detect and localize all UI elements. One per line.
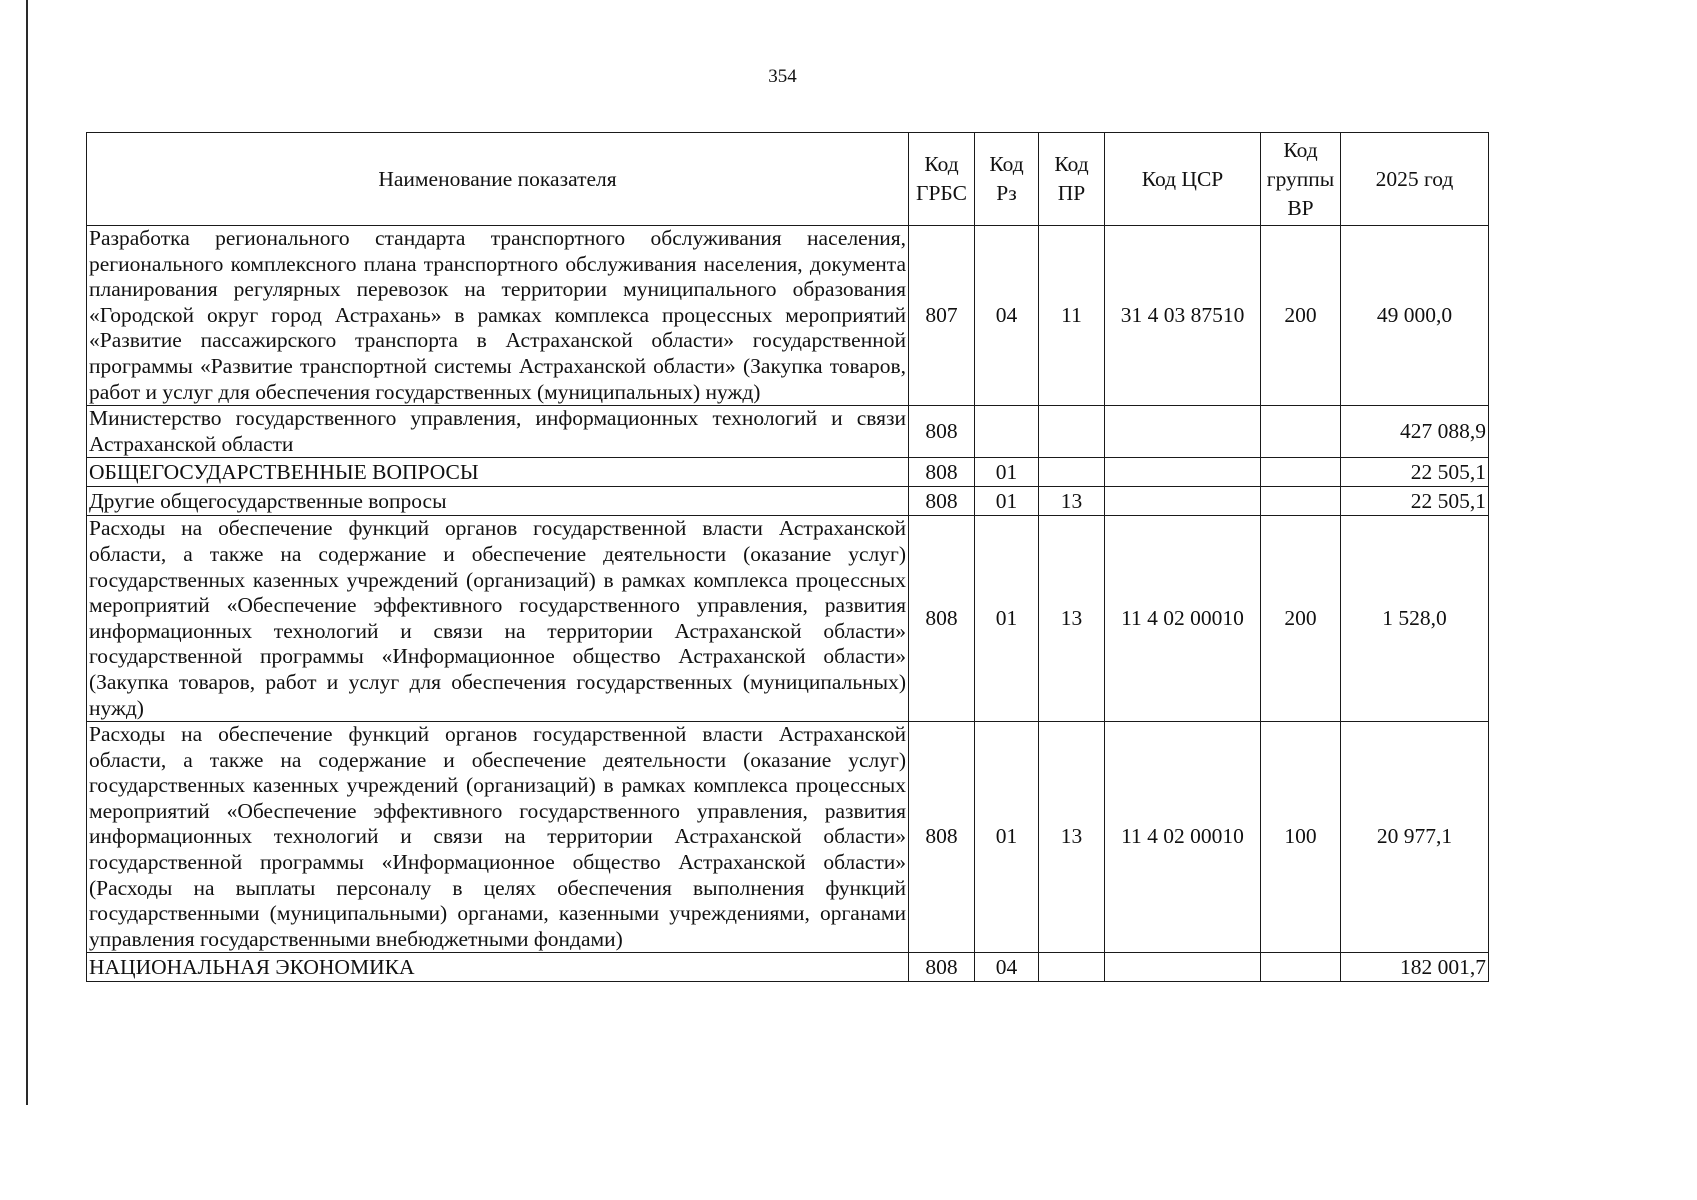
row-rz (975, 406, 1039, 458)
row-amount: 427 088,9 (1341, 406, 1489, 458)
row-csr (1105, 406, 1261, 458)
row-rz: 01 (975, 516, 1039, 722)
table-row (87, 458, 1489, 487)
header-vr: Код группы ВР (1261, 133, 1341, 226)
header-pr: Код ПР (1039, 133, 1105, 226)
row-grbs: 807 (909, 226, 975, 406)
header-grbs: Код ГРБС (909, 133, 975, 226)
row-grbs: 808 (909, 487, 975, 516)
row-rz: 04 (975, 953, 1039, 982)
row-pr: 13 (1039, 516, 1105, 722)
row-pr (1039, 953, 1105, 982)
table-row (87, 487, 1489, 516)
budget-table (86, 132, 1489, 982)
row-name: ОБЩЕГОСУДАРСТВЕННЫЕ ВОПРОСЫ (87, 458, 909, 487)
row-vr (1261, 458, 1341, 487)
row-grbs: 808 (909, 458, 975, 487)
header-name: Наименование показателя (87, 133, 909, 226)
row-amount: 1 528,0 (1341, 516, 1489, 722)
table-row (87, 406, 1489, 458)
row-csr: 31 4 03 87510 (1105, 226, 1261, 406)
header-rz: Код Рз (975, 133, 1039, 226)
row-amount: 22 505,1 (1341, 487, 1489, 516)
row-grbs: 808 (909, 953, 975, 982)
row-pr: 13 (1039, 722, 1105, 953)
header-year: 2025 год (1341, 133, 1489, 226)
scan-edge-line (26, 0, 28, 1105)
row-vr (1261, 487, 1341, 516)
table-row (87, 516, 1489, 722)
row-vr: 200 (1261, 516, 1341, 722)
row-vr (1261, 953, 1341, 982)
header-csr: Код ЦСР (1105, 133, 1261, 226)
row-csr (1105, 487, 1261, 516)
row-amount: 22 505,1 (1341, 458, 1489, 487)
row-rz: 01 (975, 487, 1039, 516)
row-pr (1039, 406, 1105, 458)
row-name: НАЦИОНАЛЬНАЯ ЭКОНОМИКА (87, 953, 909, 982)
row-name: Министерство государственного управления, информационных технологий и связи Астраханской области (87, 406, 909, 458)
row-amount: 20 977,1 (1341, 722, 1489, 953)
table-row (87, 953, 1489, 982)
row-grbs: 808 (909, 516, 975, 722)
row-csr: 11 4 02 00010 (1105, 722, 1261, 953)
row-csr: 11 4 02 00010 (1105, 516, 1261, 722)
row-rz: 01 (975, 458, 1039, 487)
row-csr (1105, 953, 1261, 982)
row-amount: 49 000,0 (1341, 226, 1489, 406)
table-row (87, 722, 1489, 953)
row-rz: 01 (975, 722, 1039, 953)
row-pr (1039, 458, 1105, 487)
row-name: Расходы на обеспечение функций органов государственной власти Астраханской области, а также на содержание и обеспечение деятельности (оказание услуг) государственных казенных учреждений (организаций) в рамках комплекса процессных мероприятий «Обеспечение эффективного государственного управления, развития информационных технологий и связи на территории Астраханской области» государственной программы «Информационное общество Астраханской области» (Расходы на выплаты персоналу в целях обеспечения выполнения функций государственными (муниципальными) органами, казенными учреждениями, органами управления государственными внебюджетными фондами) (87, 722, 909, 953)
row-name: Разработка регионального стандарта транспортного обслуживания населения, регионального комплексного плана транспортного обслуживания населения, документа планирования регулярных перевозок на территории муниципального образования «Городской округ город Астрахань» в рамках комплекса процессных мероприятий «Развитие пассажирского транспорта в Астраханской области» государственной программы «Развитие транспортной системы Астраханской области» (Закупка товаров, работ и услуг для обеспечения государственных (муниципальных) нужд) (87, 226, 909, 406)
row-pr: 13 (1039, 487, 1105, 516)
table-row (87, 226, 1489, 406)
row-vr: 200 (1261, 226, 1341, 406)
row-amount: 182 001,7 (1341, 953, 1489, 982)
page-number: 354 (768, 66, 797, 87)
row-vr: 100 (1261, 722, 1341, 953)
row-rz: 04 (975, 226, 1039, 406)
row-name: Расходы на обеспечение функций органов государственной власти Астраханской области, а также на содержание и обеспечение деятельности (оказание услуг) государственных казенных учреждений (организаций) в рамках комплекса процессных мероприятий «Обеспечение эффективного государственного управления, развития информационных технологий и связи на территории Астраханской области» государственной программы «Информационное общество Астраханской области» (Закупка товаров, работ и услуг для обеспечения государственных (муниципальных) нужд) (87, 516, 909, 722)
row-vr (1261, 406, 1341, 458)
table-header-row (87, 133, 1489, 226)
row-csr (1105, 458, 1261, 487)
row-name: Другие общегосударственные вопросы (87, 487, 909, 516)
row-grbs: 808 (909, 406, 975, 458)
row-grbs: 808 (909, 722, 975, 953)
row-pr: 11 (1039, 226, 1105, 406)
